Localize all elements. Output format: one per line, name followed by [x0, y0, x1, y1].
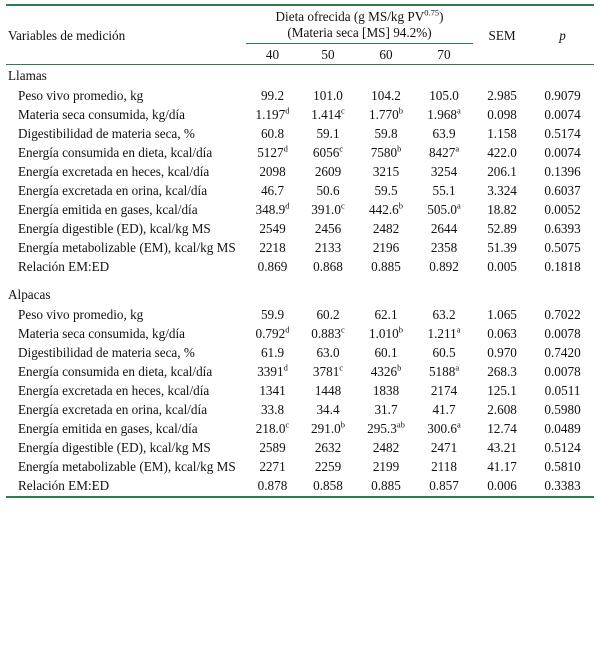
data-table	[6, 4, 594, 498]
value-text: 2118	[431, 459, 457, 474]
p-cell: 0.5124	[544, 440, 581, 455]
value-cell	[299, 436, 357, 455]
value-text: 55.1	[432, 183, 456, 198]
value-text: 101.0	[313, 88, 343, 103]
value-cell	[246, 379, 299, 398]
value-text: 6056	[312, 145, 340, 160]
level-header: 50	[299, 44, 357, 65]
header-diet-subtitle: (Materia seca [MS] 94.2%)	[287, 25, 432, 40]
value-cell	[357, 341, 415, 360]
value-text: 63.2	[432, 307, 456, 322]
p-cell: 0.7420	[544, 345, 581, 360]
sem-cell: 2.985	[487, 88, 517, 103]
value-text: 7580	[370, 145, 398, 160]
value-cell	[357, 455, 415, 474]
p-cell: 0.0078	[544, 326, 581, 341]
value-cell	[357, 474, 415, 497]
value-cell	[299, 255, 357, 274]
value-cell	[299, 341, 357, 360]
value-cell	[299, 198, 357, 217]
significance-letter: ab	[396, 419, 405, 430]
row-label: Energía digestible (ED), kcal/kg MS	[18, 221, 211, 236]
sem-cell: 0.063	[487, 326, 517, 341]
significance-letter: c	[340, 200, 345, 211]
significance-letter: b	[340, 419, 345, 430]
value-text: 2196	[372, 240, 400, 255]
value-text: 63.0	[316, 345, 340, 360]
value-text: 63.9	[432, 126, 456, 141]
value-cell	[246, 474, 299, 497]
sem-cell: 1.065	[487, 307, 517, 322]
value-text: 60.5	[432, 345, 456, 360]
row-label: Energía excretada en orina, kcal/día	[18, 183, 208, 198]
value-text: 99.2	[260, 88, 285, 103]
value-cell	[299, 398, 357, 417]
row-label: Energía excretada en heces, kcal/día	[18, 164, 210, 179]
significance-letter: c	[339, 362, 344, 373]
value-text: 1838	[372, 383, 400, 398]
value-cell	[246, 341, 299, 360]
value-cell	[246, 198, 299, 217]
value-cell	[246, 255, 299, 274]
table-row	[6, 86, 594, 103]
value-cell	[415, 379, 473, 398]
value-text: 2271	[259, 459, 286, 474]
sem-cell: 0.005	[487, 259, 517, 274]
value-cell	[246, 179, 299, 198]
value-text: 41.7	[432, 402, 456, 417]
value-cell	[357, 103, 415, 122]
table-row	[6, 322, 594, 341]
value-cell	[357, 379, 415, 398]
sem-cell: 1.158	[487, 126, 517, 141]
value-text: 59.8	[374, 126, 398, 141]
p-cell: 0.0074	[544, 107, 581, 122]
table-row	[6, 103, 594, 122]
value-text: 3215	[372, 164, 400, 179]
row-label: Materia seca consumida, kg/día	[18, 326, 185, 341]
table-row	[6, 398, 594, 417]
value-text: 1341	[259, 383, 286, 398]
p-cell: 0.6037	[544, 183, 581, 198]
significance-letter: b	[397, 362, 402, 373]
p-cell: 0.9079	[544, 88, 581, 103]
table-row	[6, 217, 594, 236]
header-sem: SEM	[473, 5, 531, 65]
value-text: 5127	[257, 145, 284, 160]
value-cell	[357, 179, 415, 198]
value-text: 46.7	[260, 183, 285, 198]
value-text: 4326	[370, 364, 398, 379]
value-cell	[357, 86, 415, 103]
value-text: 33.8	[260, 402, 285, 417]
table-row	[6, 160, 594, 179]
value-text: 60.8	[260, 126, 285, 141]
value-cell	[415, 236, 473, 255]
value-text: 348.9	[255, 202, 286, 217]
value-text: 2218	[259, 240, 286, 255]
sem-cell: 18.82	[487, 202, 517, 217]
value-text: 2174	[430, 383, 458, 398]
value-text: 59.9	[260, 307, 285, 322]
value-text: 1.414	[311, 107, 341, 122]
value-cell	[357, 398, 415, 417]
p-cell: 0.1396	[544, 164, 581, 179]
sem-cell: 41.17	[487, 459, 517, 474]
value-text: 60.1	[374, 345, 398, 360]
value-text: 31.7	[374, 402, 398, 417]
significance-letter: b	[397, 143, 402, 154]
sem-cell: 3.324	[487, 183, 517, 198]
sem-cell: 0.970	[487, 345, 517, 360]
value-text: 2259	[314, 459, 342, 474]
value-text: 0.892	[429, 259, 459, 274]
sem-cell: 206.1	[487, 164, 517, 179]
row-label: Energía consumida en dieta, kcal/día	[18, 145, 213, 160]
significance-letter: c	[340, 105, 345, 116]
value-text: 2632	[314, 440, 342, 455]
significance-letter: a	[455, 143, 460, 154]
significance-letter: a	[455, 362, 460, 373]
value-text: 2549	[259, 221, 286, 236]
value-cell	[246, 122, 299, 141]
value-cell	[299, 417, 357, 436]
table-row	[6, 122, 594, 141]
p-cell: 0.0511	[544, 383, 581, 398]
significance-letter: d	[283, 143, 288, 154]
p-cell: 0.0489	[544, 421, 581, 436]
p-cell: 0.0052	[544, 202, 581, 217]
value-cell	[357, 436, 415, 455]
value-cell	[357, 236, 415, 255]
row-label: Energía excretada en heces, kcal/día	[18, 383, 210, 398]
value-cell	[246, 322, 299, 341]
p-cell: 0.5075	[544, 240, 581, 255]
value-cell	[357, 217, 415, 236]
level-header: 60	[357, 44, 415, 65]
group-label: Llamas	[8, 68, 47, 83]
row-label: Materia seca consumida, kg/día	[18, 107, 185, 122]
value-cell	[415, 360, 473, 379]
table-row	[6, 379, 594, 398]
value-cell	[415, 398, 473, 417]
sem-cell: 43.21	[487, 440, 517, 455]
value-cell	[246, 305, 299, 322]
significance-letter: d	[285, 105, 290, 116]
p-cell: 0.7022	[544, 307, 581, 322]
value-text: 300.6	[427, 421, 457, 436]
value-text: 442.6	[369, 202, 399, 217]
row-label: Energía consumida en dieta, kcal/día	[18, 364, 213, 379]
value-cell	[299, 322, 357, 341]
p-cell: 0.0078	[544, 364, 581, 379]
significance-letter: a	[456, 200, 461, 211]
value-text: 0.858	[313, 478, 343, 493]
table-row	[6, 179, 594, 198]
value-text: 2644	[430, 221, 458, 236]
significance-letter: b	[398, 324, 403, 335]
p-cell: 0.5174	[544, 126, 581, 141]
row-label: Energía emitida en gases, kcal/día	[18, 202, 198, 217]
value-cell	[415, 86, 473, 103]
value-cell	[246, 141, 299, 160]
value-cell	[415, 160, 473, 179]
value-cell	[246, 436, 299, 455]
table-row	[6, 198, 594, 217]
p-cell: 0.1818	[544, 259, 581, 274]
header-diet	[246, 5, 473, 44]
level-header: 70	[415, 44, 473, 65]
value-text: 0.792	[255, 326, 286, 341]
header-diet-title: Dieta ofrecida (g MS/kg $PV^{0.75}$)	[275, 7, 444, 24]
value-cell	[357, 360, 415, 379]
value-text: 5188	[428, 364, 456, 379]
value-text: 59.1	[316, 126, 340, 141]
table-row	[6, 236, 594, 255]
significance-letter: c	[339, 143, 344, 154]
value-text: 2471	[430, 440, 458, 455]
value-cell	[299, 360, 357, 379]
header-row-1	[6, 5, 594, 44]
value-cell	[299, 305, 357, 322]
value-cell	[299, 474, 357, 497]
group-row	[6, 274, 594, 305]
value-text: 104.2	[371, 88, 401, 103]
value-cell	[246, 398, 299, 417]
value-text: 62.1	[374, 307, 398, 322]
p-cell: 0.0074	[544, 145, 581, 160]
value-text: 218.0	[255, 421, 286, 436]
value-text: 0.885	[371, 478, 401, 493]
significance-letter: d	[285, 324, 290, 335]
value-cell	[357, 141, 415, 160]
row-label: Energía metabolizable (EM), kcal/kg MS	[18, 459, 236, 474]
value-text: 0.883	[311, 326, 341, 341]
value-cell	[299, 122, 357, 141]
value-text: 291.0	[311, 421, 341, 436]
value-cell	[357, 122, 415, 141]
value-cell	[246, 455, 299, 474]
significance-letter: a	[456, 105, 461, 116]
value-text: 2199	[372, 459, 400, 474]
value-text: 391.0	[311, 202, 341, 217]
value-cell	[415, 322, 473, 341]
row-label: Peso vivo promedio, kg	[18, 307, 144, 322]
value-cell	[246, 160, 299, 179]
value-text: 61.9	[260, 345, 285, 360]
value-text: 59.5	[374, 183, 398, 198]
value-cell	[299, 217, 357, 236]
significance-letter: b	[398, 105, 403, 116]
significance-letter: d	[283, 362, 288, 373]
value-cell	[299, 179, 357, 198]
sem-cell: 0.006	[487, 478, 517, 493]
table-row	[6, 141, 594, 160]
value-text: 0.878	[257, 478, 288, 493]
table-row	[6, 305, 594, 322]
value-text: 2133	[314, 240, 342, 255]
table-row	[6, 255, 594, 274]
p-cell: 0.6393	[544, 221, 581, 236]
p-cell: 0.3383	[544, 478, 581, 493]
row-label: Energía digestible (ED), kcal/kg MS	[18, 440, 211, 455]
sem-cell: 125.1	[487, 383, 517, 398]
value-text: 34.4	[316, 402, 340, 417]
table-row	[6, 360, 594, 379]
value-text: 0.869	[257, 259, 288, 274]
value-cell	[299, 103, 357, 122]
row-label: Energía metabolizable (EM), kcal/kg MS	[18, 240, 236, 255]
sem-cell: 268.3	[487, 364, 517, 379]
value-text: 1.770	[369, 107, 399, 122]
value-cell	[357, 160, 415, 179]
value-cell	[415, 255, 473, 274]
p-cell: 0.5810	[544, 459, 581, 474]
value-cell	[415, 217, 473, 236]
significance-letter: b	[398, 200, 403, 211]
value-cell	[246, 236, 299, 255]
table-body	[6, 65, 594, 498]
value-text: 505.0	[427, 202, 457, 217]
value-cell	[246, 103, 299, 122]
value-cell	[415, 103, 473, 122]
value-cell	[246, 217, 299, 236]
value-text: 2589	[259, 440, 286, 455]
table-row	[6, 341, 594, 360]
row-label: Digestibilidad de materia seca, %	[18, 345, 195, 360]
row-label: Digestibilidad de materia seca, %	[18, 126, 195, 141]
value-cell	[415, 436, 473, 455]
row-label: Relación EM:ED	[18, 478, 110, 493]
sem-cell: 12.74	[487, 421, 517, 436]
significance-letter: a	[456, 419, 461, 430]
sem-cell: 52.89	[487, 221, 517, 236]
table-row	[6, 417, 594, 436]
value-text: 2482	[372, 221, 400, 236]
value-text: 0.885	[371, 259, 401, 274]
value-cell	[357, 198, 415, 217]
value-text: 105.0	[429, 88, 459, 103]
value-text: 8427	[428, 145, 456, 160]
value-cell	[357, 255, 415, 274]
row-label: Energía emitida en gases, kcal/día	[18, 421, 198, 436]
value-text: 3391	[257, 364, 284, 379]
header-p: p	[531, 5, 594, 65]
value-text: 2358	[430, 240, 458, 255]
header-variable: Variables de medición	[6, 5, 246, 65]
value-cell	[246, 86, 299, 103]
value-cell	[299, 379, 357, 398]
value-cell	[299, 236, 357, 255]
value-text: 50.6	[316, 183, 340, 198]
table-row	[6, 455, 594, 474]
value-text: 2609	[314, 164, 342, 179]
sem-cell: 0.098	[487, 107, 517, 122]
value-text: 60.2	[316, 307, 340, 322]
value-cell	[415, 474, 473, 497]
value-text: 2482	[372, 440, 400, 455]
value-text: 2456	[314, 221, 342, 236]
value-text: 1.968	[427, 107, 457, 122]
table-row	[6, 436, 594, 455]
value-text: 0.857	[429, 478, 459, 493]
value-cell	[246, 417, 299, 436]
value-text: 1448	[314, 383, 342, 398]
significance-letter: d	[285, 200, 290, 211]
sem-cell: 51.39	[487, 240, 517, 255]
value-cell	[415, 417, 473, 436]
value-cell	[415, 179, 473, 198]
value-cell	[415, 122, 473, 141]
group-row	[6, 65, 594, 87]
significance-letter: c	[340, 324, 345, 335]
value-cell	[299, 160, 357, 179]
value-cell	[415, 198, 473, 217]
value-text: 1.197	[255, 107, 286, 122]
row-label: Energía excretada en orina, kcal/día	[18, 402, 208, 417]
value-text: 295.3	[367, 421, 397, 436]
significance-letter: c	[285, 419, 290, 430]
row-label: Relación EM:ED	[18, 259, 110, 274]
value-cell	[415, 455, 473, 474]
value-cell	[415, 305, 473, 322]
value-cell	[357, 417, 415, 436]
value-cell	[299, 141, 357, 160]
value-cell	[357, 322, 415, 341]
value-cell	[415, 341, 473, 360]
value-cell	[246, 360, 299, 379]
group-label: Alpacas	[8, 287, 51, 302]
value-cell	[357, 305, 415, 322]
sem-cell: 422.0	[487, 145, 517, 160]
p-cell: 0.5980	[544, 402, 581, 417]
value-text: 1.010	[369, 326, 399, 341]
value-cell	[299, 86, 357, 103]
level-header: 40	[246, 44, 299, 65]
value-cell	[415, 141, 473, 160]
value-text: 3254	[430, 164, 458, 179]
value-text: 3781	[312, 364, 340, 379]
value-text: 0.868	[313, 259, 343, 274]
value-text: 2098	[259, 164, 286, 179]
value-cell	[299, 455, 357, 474]
significance-letter: a	[456, 324, 461, 335]
sem-cell: 2.608	[487, 402, 517, 417]
value-text: 1.211	[427, 326, 457, 341]
row-label: Peso vivo promedio, kg	[18, 88, 144, 103]
table-row	[6, 474, 594, 497]
